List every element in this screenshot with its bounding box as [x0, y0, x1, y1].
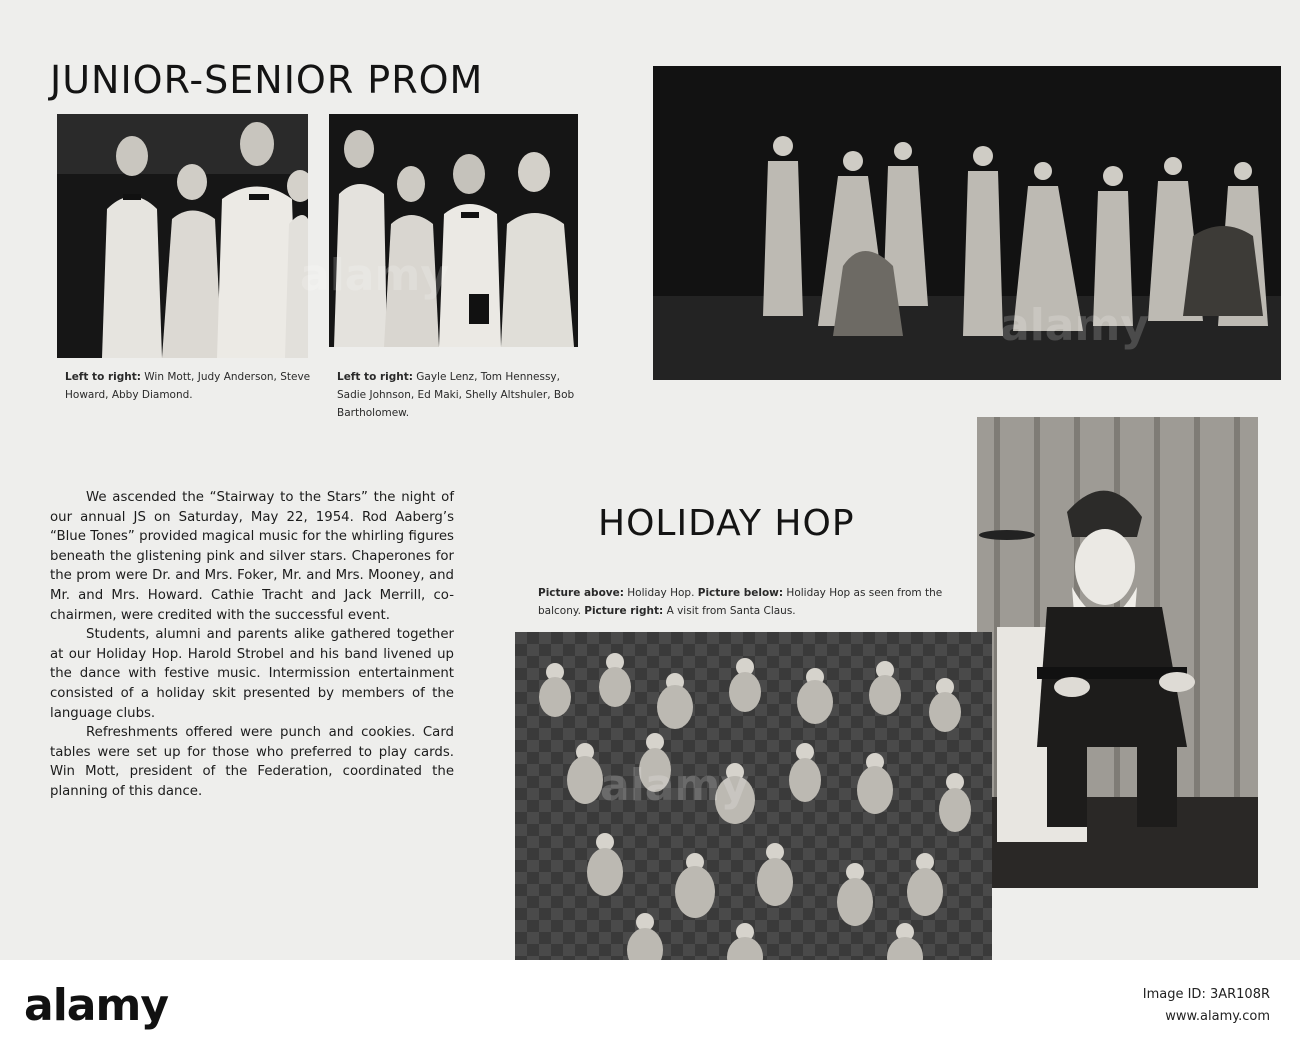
hop-title: HOLIDAY HOP — [598, 503, 855, 544]
prom-photo-couples-1 — [57, 114, 308, 358]
article-paragraph-3: Refreshments offered were punch and cookies. Card tables were set up for those who preferred to play cards. Win Mott, president of the Federation, coordinated the planning of this dance. — [50, 725, 454, 799]
prom-photo-couples-2 — [329, 114, 578, 347]
prom-photo-dance-floor-image — [653, 66, 1281, 380]
prom-title: JUNIOR-SENIOR PROM — [50, 58, 484, 102]
hop-caption — [538, 584, 948, 620]
article-body — [50, 488, 454, 802]
prom-caption-1-text: Win Mott, Judy Anderson, Steve Howard, Abby Diamond. — [65, 371, 311, 401]
hop-photo-santa-image — [977, 417, 1258, 888]
stock-footer — [0, 960, 1300, 1049]
hop-caption-text-below: Holiday Hop as seen from the balcony. — [538, 587, 943, 617]
stock-info — [1143, 984, 1270, 1028]
image-id: Image ID: 3AR108R — [1142, 987, 1270, 1002]
hop-caption-lead-below: Picture below: — [697, 587, 784, 599]
prom-caption-1-lead: Left to right: — [65, 371, 141, 383]
hop-caption-lead-right: Picture right: — [584, 605, 664, 617]
site-url[interactable]: www.alamy.com — [1165, 1009, 1270, 1024]
prom-photo-couples-2-image — [329, 114, 578, 347]
hop-photo-santa — [977, 417, 1258, 888]
hop-caption-text-right: A visit from Santa Claus. — [663, 605, 796, 617]
prom-photo-couples-1-image — [57, 114, 308, 358]
hop-photo-balcony — [515, 632, 992, 960]
hop-photo-balcony-image — [515, 632, 992, 960]
prom-caption-1 — [65, 368, 320, 404]
alamy-logo: alamy — [24, 980, 168, 1031]
prom-photo-dance-floor — [653, 66, 1281, 380]
article-paragraph-2: Students, alumni and parents alike gathered together at our Holiday Hop. Harold Strobel and his band livened up the dance with festive music. Intermission entertainment consisted of a holiday skit presented by members of the language clubs. — [50, 627, 454, 721]
hop-caption-text-above: Holiday Hop. — [623, 587, 698, 599]
prom-caption-2-text: Gayle Lenz, Tom Hennessy, Sadie Johnson, Ed Maki, Shelly Altshuler, Bob Bartholomew. — [337, 371, 575, 419]
prom-caption-2 — [337, 368, 577, 422]
prom-caption-2-lead: Left to right: — [337, 371, 413, 383]
hop-caption-lead-above: Picture above: — [538, 587, 624, 599]
article-paragraph-1: We ascended the “Stairway to the Stars” the night of our annual JS on Saturday, May 22, 1954. Rod Aaberg’s “Blue Tones” provided magical music for the whirling figures beneath the glistening pink and silver stars. Chaperones for the prom were Dr. and Mrs. Foker, Mr. and Mrs. Mooney, and Mr. and Mrs. Howard. Cathie Tracht and Jack Merrill, co-chairmen, were credited with the successful event. — [50, 490, 454, 623]
